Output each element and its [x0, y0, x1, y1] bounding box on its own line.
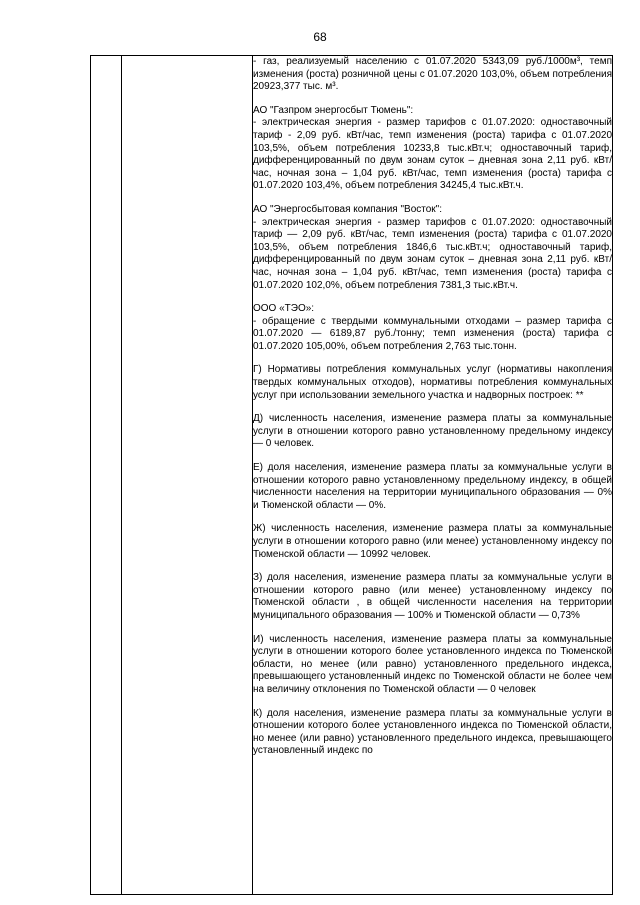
table-cell-number [91, 56, 122, 895]
paragraph-block [253, 572, 612, 622]
content-text [253, 56, 612, 758]
table-cell-name [122, 56, 253, 895]
paragraph-text: К) доля населения, изменение размера платы за коммунальные услуги в отношении которого более установленного индекса по Тюменской области, но менее (или равно) установленного предельного индекса, превышающего установленный индекс по [253, 707, 612, 757]
page-number: 68 [313, 30, 327, 44]
paragraph-block [253, 105, 612, 193]
paragraph-text: Д) численность населения, изменение размера платы за коммунальные услуги в отношении которого равно установленному предельному индексу — 0 человек. [253, 413, 612, 450]
paragraph-text: АО "Энергосбытовая компания "Восток": [253, 203, 442, 215]
table-cell-content [253, 56, 613, 895]
paragraph-text: - газ, реализуемый населению с 01.07.2020 5343,09 руб./1000м³, темп изменения (роста) розничной цены с 01.07.2020 103,0%, объем потребления 20923,377 тыс. м³. [253, 56, 612, 93]
paragraph-text: Г) Нормативы потребления коммунальных услуг (нормативы накопления твердых коммунальных отходов), нормативы потребления коммунальных услуг при использовании земельного участка и надворных построек: ** [253, 364, 612, 401]
paragraph-text: - электрическая энергия - размер тарифов с 01.07.2020: одноставочный тариф - 2,09 руб. кВт/час, темп изменения (роста) тарифа с 01.07.2020 103,5%, объем потребления 10233,8 тыс.кВт.ч; одноставочный тариф, дифференцированный по двум зонам суток – дневная зона 2,11 руб. кВт/час, ночная зона – 1,04 руб. кВт/час, темп изменения (роста) тарифа с 01.07.2020 103,4%, объем потребления 34245,4 тыс.кВт.ч. [253, 117, 612, 192]
paragraph-block [253, 364, 612, 402]
paragraph-text: З) доля населения, изменение размера платы за коммунальные услуги в отношении которого равно (или менее) установленному индексу по Тюменской области , в общей численности населения на территории муниципального образования — 100% и Тюменской области — 0,73% [253, 572, 612, 621]
paragraph-text: - электрическая энергия - размер тарифов с 01.07.2020: одноставочный тариф — 2,09 руб. кВт/час, темп изменения (роста) тарифа с 01.07.2020 103,5%, объем потребления 1846,6 тыс.кВт.ч; одноставочный тариф, дифференцированный по двум зонам суток – дневная зона 2,11 руб. кВт/час, ночная зона – 1,04 руб. кВт/час, темп изменения (роста) тарифа с 01.07.2020 102,0%, объем потребления 7381,3 тыс.кВт.ч. [253, 216, 612, 291]
paragraph-text: АО "Газпром энергосбыт Тюмень": [253, 104, 414, 116]
paragraph-block [253, 56, 612, 94]
paragraph-text: - обращение с твердыми коммунальными отходами – размер тарифа с 01.07.2020 — 6189,87 руб./тонну; темп изменения (роста) тарифа с 01.07.2020 105,00%, объем потребления 2,763 тыс.тонн. [253, 315, 612, 352]
paragraph-text: Е) доля населения, изменение размера платы за коммунальные услуги в отношении которого равно установленному предельному индексу, в общей численности населения на территории муниципального образования — 0% и Тюменской области — 0%. [253, 462, 612, 511]
document-table [90, 55, 613, 895]
paragraph-block [253, 462, 612, 512]
paragraph-text: Ж) численность населения, изменение размера платы за коммунальные услуги в отношении которого равно (или менее) установленному индексу по Тюменской области — 10992 человек. [253, 523, 612, 560]
paragraph-block [253, 634, 612, 697]
paragraph-block [253, 523, 612, 561]
paragraph-block [253, 413, 612, 451]
paragraph-text: И) численность населения, изменение размера платы за коммунальные услуги в отношении которого более установленного индекса по Тюменской области, но менее (или равно) установленного предельного индекса, превышающего установленный индекс по Тюменской области не более чем на величину отклонения по Тюменской области — 0 человек [253, 633, 612, 695]
paragraph-block [253, 303, 612, 353]
paragraph-text: ООО «ТЭО»: [253, 303, 315, 315]
paragraph-block [253, 708, 612, 758]
paragraph-block [253, 204, 612, 292]
